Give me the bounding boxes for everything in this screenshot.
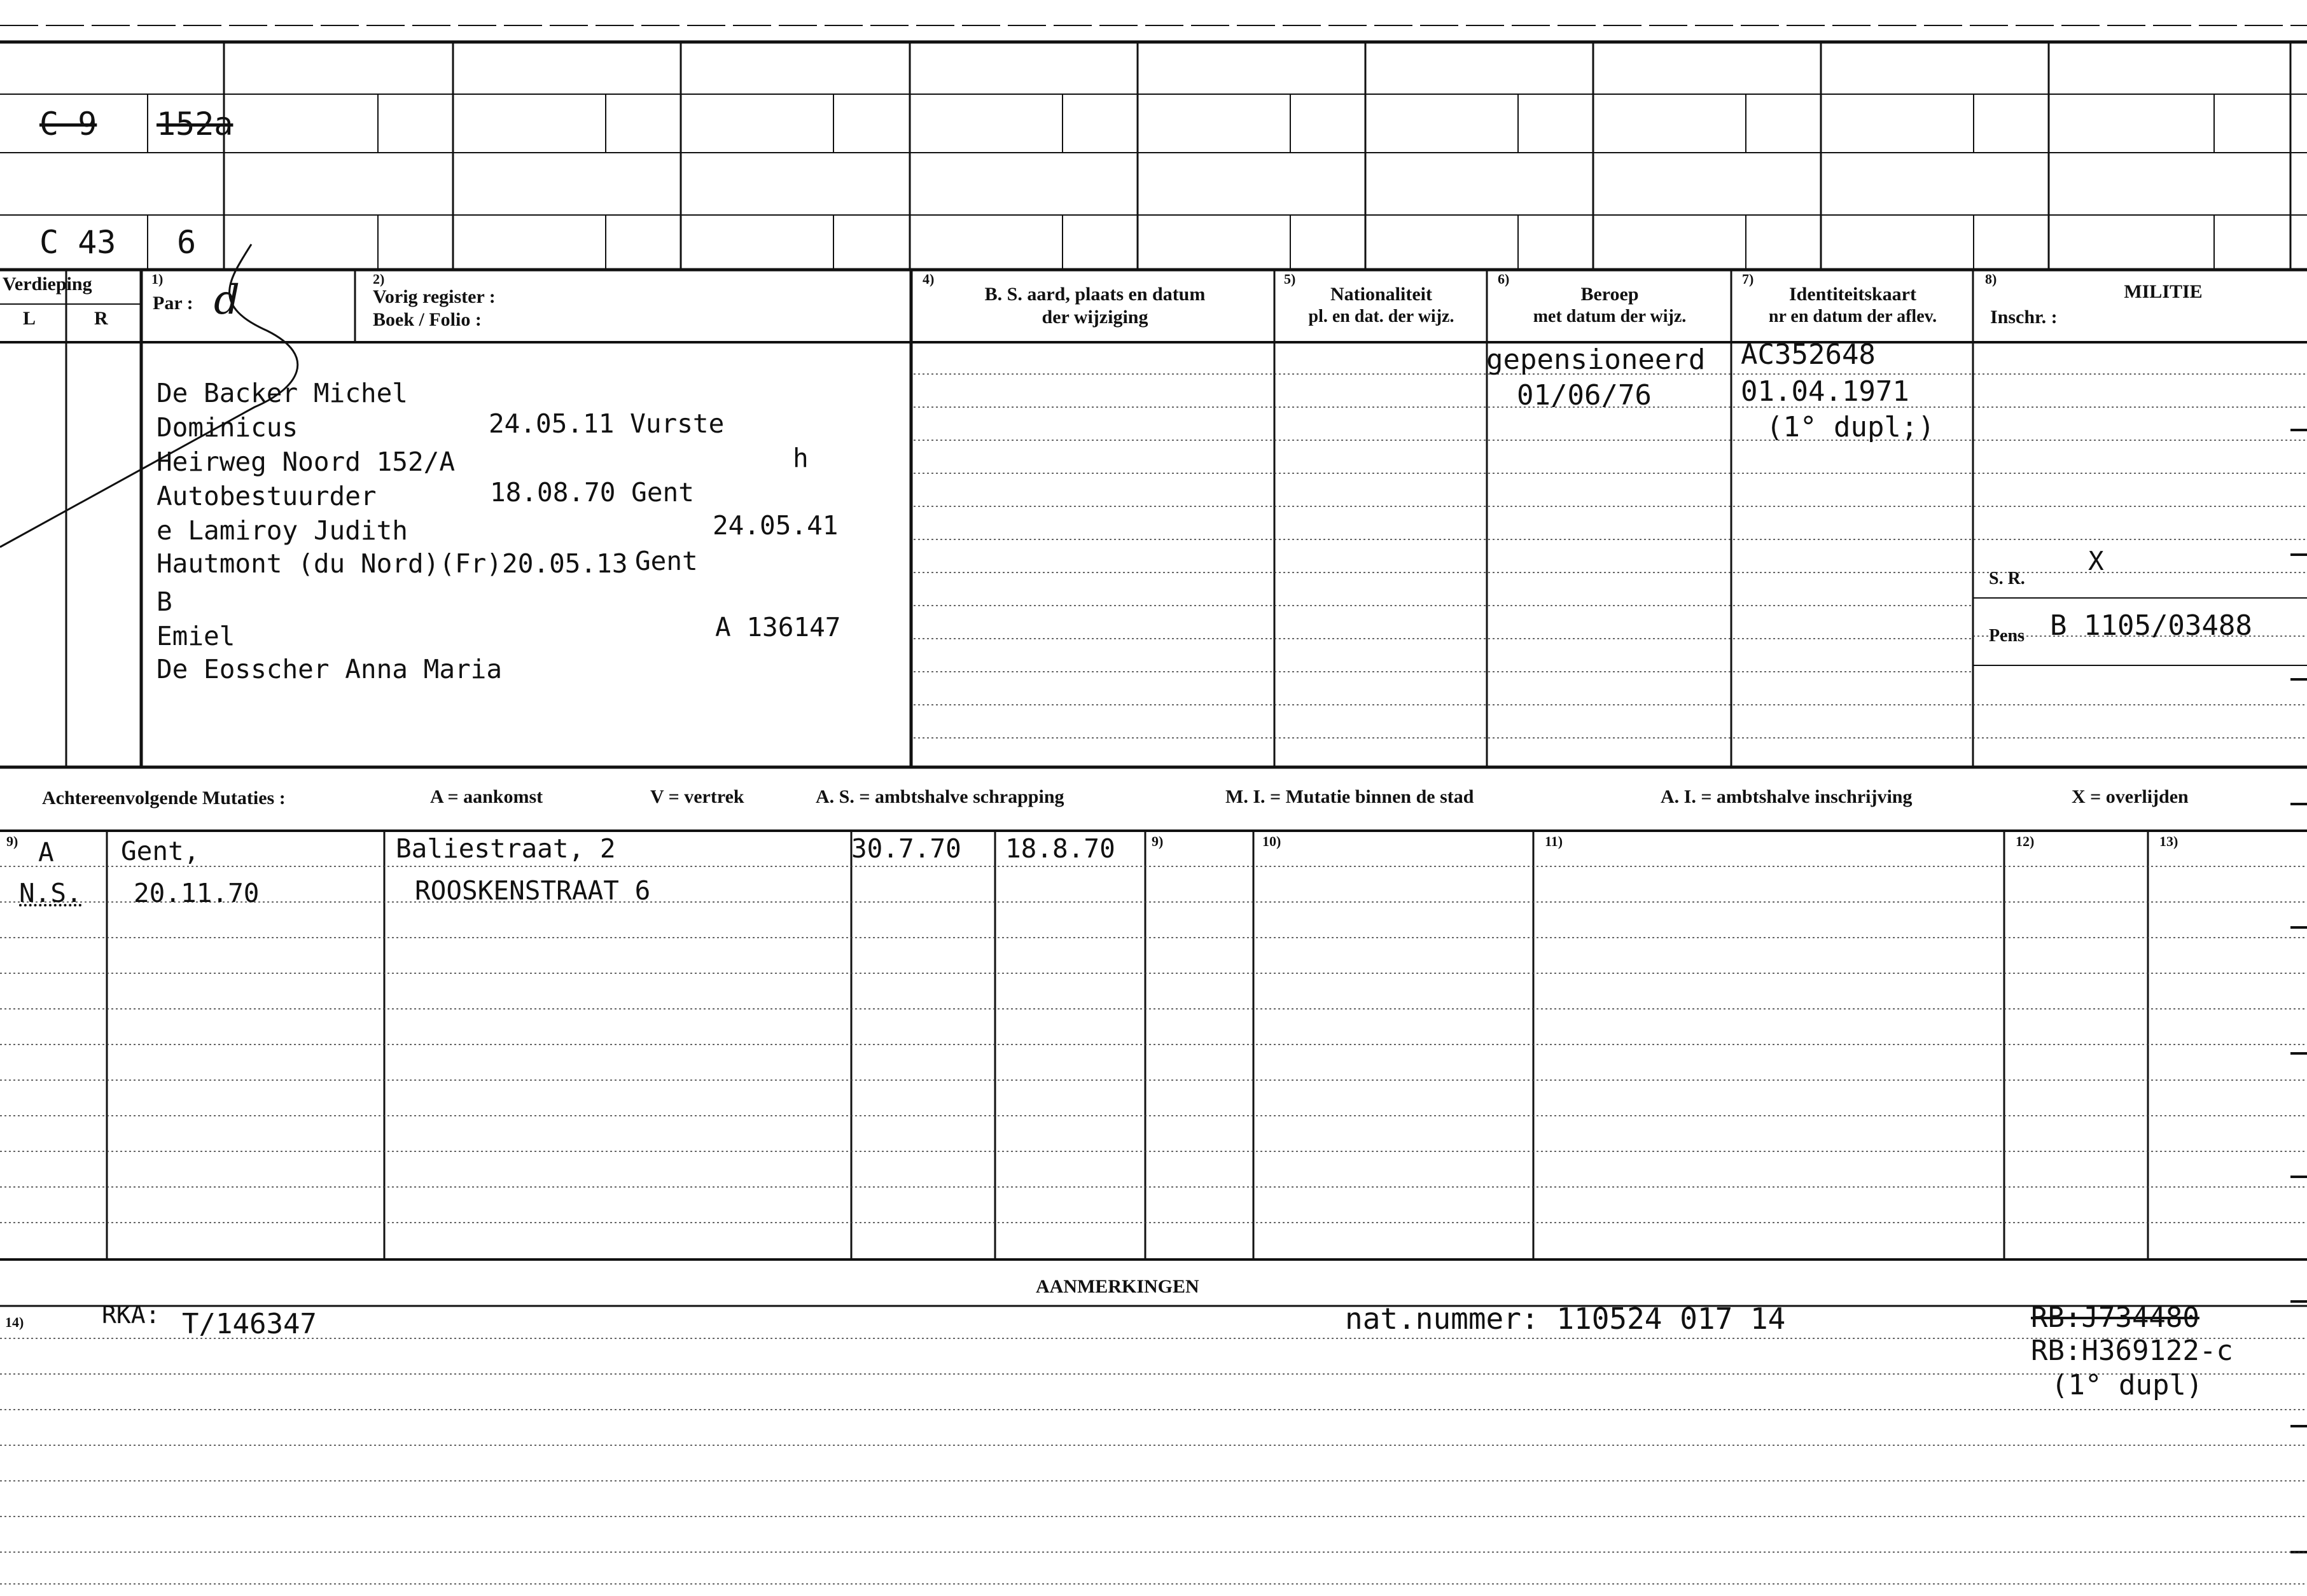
person-father: Emiel [157,621,235,651]
person-birth-date-place: 24.05.11 Vurste [489,408,725,439]
person-spouse-birth: Hautmont (du Nord)(Fr)20.05.13 [157,548,628,579]
legend-ambtshalve-inschrijving: A. I. = ambtshalve inschrijving [1661,786,1913,807]
header-par: Par : [153,293,193,314]
header-number-5: 5) [1284,271,1296,287]
header-bs-line2: der wijziging [1042,307,1148,328]
mutation-row1-type: A [38,837,54,868]
person-spouse: e Lamiroy Judith [157,515,408,546]
old-plot-number: 152a [157,106,233,142]
remarks-rb-new: RB:H369122-c [2031,1335,2233,1367]
header-left: L [23,308,36,329]
section-code: C 43 [39,224,116,261]
header-right: R [94,308,108,329]
legend-ambtshalve-schrapping: A. S. = ambtshalve schrapping [816,786,1064,807]
header-inschr: Inschr. : [1990,307,2058,328]
mutation-col-number-11: 11) [1545,833,1563,849]
person-line-name: De Backer Michel [157,378,408,408]
mutation-row1-place: Gent, [121,836,200,866]
remarks-number: 14) [5,1314,24,1330]
person-nationality-code: B [157,586,172,617]
person-occupation-date: 18.08.70 Gent [490,477,694,508]
header-identiteitskaart-sub: nr en datum der aflev. [1768,307,1937,326]
header-vorig-register: Vorig register : [373,286,496,307]
idcard-date: 01.04.1971 [1741,375,1909,408]
header-number-7: 7) [1742,271,1754,287]
militie-pens-value: B 1105/03488 [2050,609,2252,642]
mutation-col-number-13: 13) [2159,833,2178,849]
person-address-mark: h [793,443,809,473]
person-occupation: Autobestuurder [157,481,377,511]
remarks-title: AANMERKINGEN [1036,1276,1199,1297]
remarks-rka-value: T/146347 [182,1308,317,1340]
remarks-rb-old: RB:J734480 [2031,1301,2199,1334]
mutation-col-number-12: 12) [2016,833,2035,849]
militie-pens-label: Pens [1989,626,2025,646]
header-bs-line1: B. S. aard, plaats en datum [984,284,1206,305]
header-number-6: 6) [1498,271,1510,287]
header-boek-folio: Boek / Folio : [373,309,482,330]
header-nationaliteit: Nationaliteit [1330,284,1432,305]
remarks-national-number: nat.nummer: 110524 017 14 [1345,1301,1786,1336]
header-number-1: 1) [151,271,164,287]
person-register-number: A 136147 [715,612,841,642]
par-handwritten-mark: d [214,277,240,324]
legend-vertrek: V = vertrek [650,786,744,807]
mutation-row1-date1: 30.7.70 [851,833,961,864]
mutation-row1-date2: 18.8.70 [1005,833,1115,864]
mutation-col-number-9b: 9) [1152,833,1164,849]
header-beroep: Beroep [1580,284,1639,305]
legend-overlijden: X = overlijden [2072,786,2189,807]
header-number-8: 8) [1985,271,1997,287]
old-section-code: C 9 [39,106,97,142]
person-spouse-date: 24.05.41 [713,510,839,541]
plot-number: 6 [177,224,197,261]
mutation-row2-place: 20.11.70 [134,878,260,908]
header-identiteitskaart: Identiteitskaart [1789,284,1916,305]
header-militie: MILITIE [2124,281,2203,302]
mutation-col-number-10: 10) [1262,833,1281,849]
person-address: Heirweg Noord 152/A [157,447,455,477]
militie-sr-label: S. R. [1989,569,2025,588]
mutation-row1-street: Baliestraat, 2 [396,833,616,864]
legend-title: Achtereenvolgende Mutaties : [42,788,286,808]
header-number-4: 4) [923,271,935,287]
header-number-2: 2) [373,271,385,287]
header-beroep-sub: met datum der wijz. [1533,307,1687,326]
person-spouse-birth-place: Gent [635,546,698,576]
mutation-row2-street: ROOSKENSTRAAT 6 [415,875,651,906]
idcard-number: AC352648 [1741,338,1876,371]
legend-mutatie-binnen-stad: M. I. = Mutatie binnen de stad [1225,786,1474,807]
mutation-row2-type: N.S. [19,878,82,908]
person-line-firstname: Dominicus [157,412,298,443]
beroep-value: gepensioneerd [1486,343,1706,376]
header-nationaliteit-sub: pl. en dat. der wijz. [1308,307,1454,326]
idcard-note: (1° dupl;) [1766,411,1935,443]
militie-sr-value: X [2088,546,2104,576]
remarks-rka-label: RKA: [102,1301,160,1329]
remarks-rb-note: (1° dupl) [2051,1369,2203,1401]
header-verdieping: Verdieping [3,274,92,295]
mutation-col-number-9a: 9) [6,833,18,849]
beroep-date: 01/06/76 [1517,379,1652,412]
person-mother: De Eosscher Anna Maria [157,654,503,684]
legend-aankomst: A = aankomst [430,786,543,807]
